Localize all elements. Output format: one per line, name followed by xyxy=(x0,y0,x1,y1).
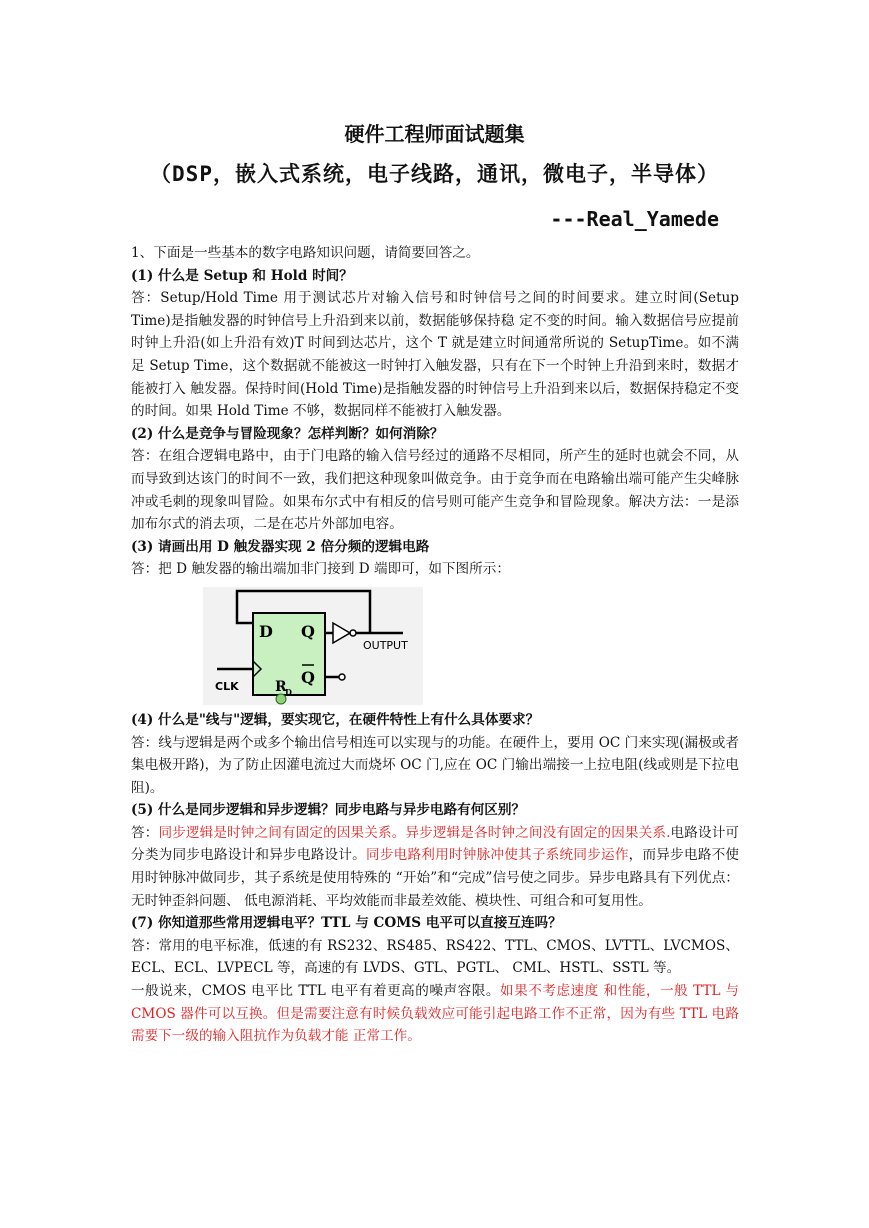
d-flipflop-diagram xyxy=(203,587,423,705)
qbar-output-circle xyxy=(339,674,345,680)
document-subtitle: （DSP，嵌入式系统，电子线路，通讯，微电子，半导体） xyxy=(150,162,719,186)
clk-label: CLK xyxy=(215,679,239,693)
question-5: (5) 什么是同步逻辑和异步逻辑？同步电路与异步电路有何区别？ xyxy=(131,802,526,819)
question-7: (7) 你知道那些常用逻辑电平？TTL 与 COMS 电平可以直接互连吗？ xyxy=(131,915,562,932)
answer-3: 答：把 D 触发器的输出端加非门接到 D 端即可，如下图所示： xyxy=(131,561,510,578)
answer-7-prefix: 一般说来，CMOS 电平比 TTL 电平有着更高的噪声容限。 xyxy=(131,983,500,1000)
answer-1: 答：Setup/Hold Time 用于测试芯片对输入信号和时钟信号之间的时间要求。建立时间(Setup Time)是指触发器的时钟信号上升沿到来以前，数据能够保持稳 定不变的时间。输入数据信号应提前时钟上升沿(如上升沿有效)T 时间到达芯片，这个 T 就是建立时间通常所说的 SetupTime。如不满足 Setup Time，这个数据就不能被这一时钟打入触发器，只有在下一个时钟上升沿到来时，数据才能被打入 触发器。保持时间(Hold Time)是指触发器的时钟信号上升沿到来以后，数据保持稳定不变的时间。如果 Hold Time 不够，数据同样不能被打入触发器。 xyxy=(131,290,739,420)
answer-5-highlight-2: 同步电路利用时钟脉冲使其子系统同步运作 xyxy=(366,847,629,864)
document-title: 硬件工程师面试题集 xyxy=(344,122,525,146)
answer-5-highlight-1: 同步逻辑是时钟之间有固定的因果关系。异步逻辑是各时钟之间没有固定的因果关系. xyxy=(158,824,671,841)
q-label: Q xyxy=(301,621,315,641)
answer-7: 答：常用的电平标准，低速的有 RS232、RS485、RS422、TTL、CMOS、LVTTL、LVCMOS、ECL、ECL、LVPECL 等，高速的有 LVDS、GTL、PGTL、 CML、HSTL、SSTL 等。 xyxy=(131,937,739,977)
answer-5-prefix: 答： xyxy=(131,824,159,841)
qbar-label: Q xyxy=(301,667,315,687)
inverter-bubble xyxy=(350,630,356,636)
question-1: (1) 什么是 Setup 和 Hold 时间？ xyxy=(131,267,353,284)
rd-label: R xyxy=(275,678,287,695)
intro: 1、下面是一些基本的数字电路知识问题，请简要回答之。 xyxy=(131,245,480,261)
d-flipflop-figure xyxy=(131,587,739,705)
answer-2: 答：在组合逻辑电路中，由于门电路的输入信号经过的通路不尽相同，所产生的延时也就会不同，从而导致到达该门的时间不一致，我们把这种现象叫做竞争。由于竞争而在电路输出端可能产生尖峰脉冲或毛刺的现象叫冒险。如果布尔式中有相反的信号则可能产生竞争和冒险现象。解决方法：一是添加布尔式的消去项，二是在芯片外部加电容。 xyxy=(131,448,739,533)
answer-5-middle: 电路设计可分类为同步电路设计和异步电路设计。 xyxy=(131,824,740,864)
answer-4: 答：线与逻辑是两个或多个输出信号相连可以实现与的功能。在硬件上，要用 OC 门来实现(漏极或者集电极开路)，为了防止因灌电流过大而烧坏 OC 门,应在 OC 门输出端接一上拉电阻(线或则是下拉电阻)。 xyxy=(131,734,739,796)
question-2: (2) 什么是竞争与冒险现象？怎样判断？如何消除？ xyxy=(131,425,444,442)
answer-7-highlight: 如果不考虑速度 和性能，一般 TTL 与 CMOS 器件可以互换。但是需要注意有时候负载效应可能引起电路工作不正常，因为有些 TTL 电路需要下一级的输入阻抗作为负载才能 正常工作。 xyxy=(131,983,739,1045)
d-label: D xyxy=(259,621,273,641)
question-3: (3) 请画出用 D 触发器实现 2 倍分频的逻辑电路 xyxy=(131,538,430,555)
question-4: (4) 什么是"线与"逻辑，要实现它，在硬件特性上有什么具体要求？ xyxy=(131,711,540,728)
answer-7-continued xyxy=(131,980,739,1048)
rd-subscript: D xyxy=(285,686,292,697)
answer-5-rest: ，而异步电路不使用时钟脉冲做同步，其子系统是使用特殊的 “开始”和“完成”信号使之同步。异步电路具有下列优点：无时钟歪斜问题、 低电源消耗、平均效能而非最差效能、模块性、可组合和可复用性。 xyxy=(131,847,740,909)
output-label: OUTPUT xyxy=(363,638,408,652)
answer-5 xyxy=(131,822,739,912)
document-body xyxy=(131,242,739,1048)
author: ---Real_Yamede xyxy=(550,207,719,231)
